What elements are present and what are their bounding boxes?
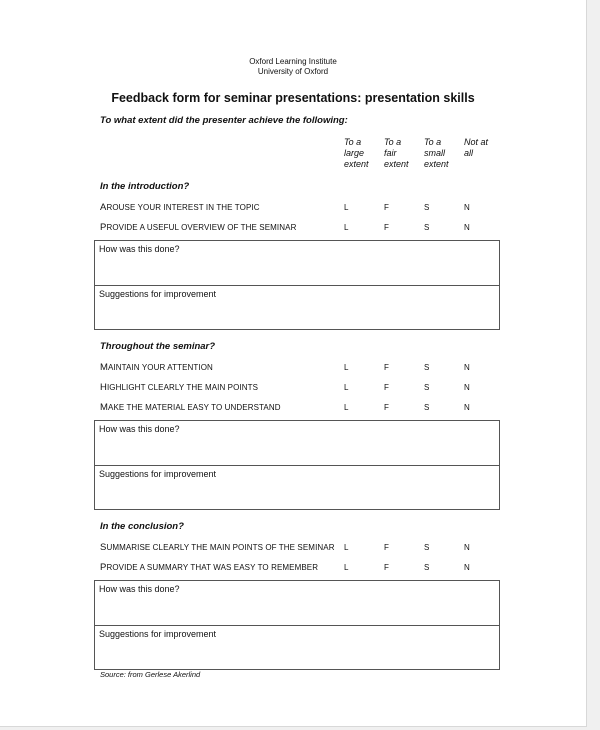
source-credit: Source: from Gerlese Akerlind <box>100 670 201 679</box>
rating-small[interactable]: S <box>424 543 430 552</box>
rating-large[interactable]: L <box>344 223 349 232</box>
criterion-initial: M <box>100 402 109 413</box>
field-label: How was this done? <box>99 584 180 594</box>
comment-box-throughout <box>94 420 500 510</box>
column-header-line: extent <box>384 159 409 169</box>
how-was-this-done-field[interactable] <box>95 241 499 285</box>
rating-large[interactable]: L <box>344 383 349 392</box>
rating-none[interactable]: N <box>464 203 470 212</box>
rating-large[interactable]: L <box>344 363 349 372</box>
criterion-text: ROUSE YOUR INTEREST IN THE TOPIC <box>106 203 260 212</box>
column-header-line: large <box>344 148 365 158</box>
rating-small[interactable]: S <box>424 563 430 572</box>
criterion-initial: H <box>100 382 107 393</box>
column-header-not-at-all <box>464 137 504 159</box>
criterion-initial: A <box>100 202 107 213</box>
suggestions-field[interactable] <box>95 625 499 669</box>
suggestions-field[interactable] <box>95 285 499 329</box>
section-heading-throughout: Throughout the seminar? <box>100 341 216 352</box>
field-label: Suggestions for improvement <box>99 629 217 639</box>
criterion-easy-to-understand <box>100 402 281 413</box>
column-header-fair <box>384 137 424 170</box>
how-was-this-done-field[interactable] <box>95 581 499 625</box>
criterion-text: ROVIDE A USEFUL OVERVIEW OF THE SEMINAR <box>106 223 297 232</box>
criterion-memorable-summary <box>100 562 318 573</box>
field-label: Suggestions for improvement <box>99 469 217 479</box>
field-label: How was this done? <box>99 424 180 434</box>
criterion-initial: P <box>100 222 107 233</box>
column-header-line: Not at <box>464 137 489 147</box>
rating-none[interactable]: N <box>464 563 470 572</box>
institute-name: Oxford Learning Institute <box>249 57 337 66</box>
rating-large[interactable]: L <box>344 203 349 212</box>
rating-small[interactable]: S <box>424 383 430 392</box>
rating-none[interactable]: N <box>464 543 470 552</box>
column-header-line: To a <box>424 137 442 147</box>
column-header-small <box>424 137 464 170</box>
rating-small[interactable]: S <box>424 203 430 212</box>
page-title: Feedback form for seminar presentations: presentation skills <box>111 91 475 105</box>
criterion-text: UMMARISE CLEARLY THE MAIN POINTS OF THE SEMINAR <box>106 543 335 552</box>
column-header-line: To a <box>344 137 362 147</box>
column-header-line: all <box>464 148 474 158</box>
rating-none[interactable]: N <box>464 383 470 392</box>
criterion-text: ROVIDE A SUMMARY THAT WAS EASY TO REMEMBER <box>106 563 319 572</box>
question-prompt: To what extent did the presenter achieve the following: <box>100 115 348 126</box>
rating-none[interactable]: N <box>464 223 470 232</box>
suggestions-field[interactable] <box>95 465 499 509</box>
column-header-line: extent <box>344 159 369 169</box>
comment-box-introduction <box>94 240 500 330</box>
rating-fair[interactable]: F <box>384 203 389 212</box>
rating-fair[interactable]: F <box>384 403 389 412</box>
criterion-text: AINTAIN YOUR ATTENTION <box>108 363 213 372</box>
column-header-line: extent <box>424 159 449 169</box>
rating-none[interactable]: N <box>464 363 470 372</box>
criterion-initial: S <box>100 542 107 553</box>
rating-fair[interactable]: F <box>384 363 389 372</box>
column-header-large <box>344 137 384 170</box>
rating-none[interactable]: N <box>464 403 470 412</box>
section-heading-conclusion: In the conclusion? <box>100 521 184 532</box>
rating-fair[interactable]: F <box>384 563 389 572</box>
criterion-initial: M <box>100 362 109 373</box>
rating-small[interactable]: S <box>424 363 430 372</box>
criterion-maintain-attention <box>100 362 213 373</box>
criterion-summarise-points <box>100 542 335 553</box>
university-name: University of Oxford <box>257 67 329 76</box>
comment-box-conclusion <box>94 580 500 670</box>
field-label: How was this done? <box>99 244 180 254</box>
rating-small[interactable]: S <box>424 223 430 232</box>
field-label: Suggestions for improvement <box>99 289 217 299</box>
criterion-highlight-points <box>100 382 258 393</box>
column-header-line: To a <box>384 137 402 147</box>
how-was-this-done-field[interactable] <box>95 421 499 465</box>
rating-large[interactable]: L <box>344 563 349 572</box>
section-heading-introduction: In the introduction? <box>100 181 190 192</box>
criterion-arouse-interest <box>100 202 260 213</box>
rating-fair[interactable]: F <box>384 543 389 552</box>
column-header-line: fair <box>384 148 397 158</box>
column-header-line: small <box>424 148 446 158</box>
criterion-text: IGHLIGHT CLEARLY THE MAIN POINTS <box>106 383 259 392</box>
criterion-text: AKE THE MATERIAL EASY TO UNDERSTAND <box>108 403 281 412</box>
rating-small[interactable]: S <box>424 403 430 412</box>
criterion-initial: P <box>100 562 107 573</box>
rating-large[interactable]: L <box>344 403 349 412</box>
criterion-useful-overview <box>100 222 296 233</box>
rating-fair[interactable]: F <box>384 383 389 392</box>
rating-fair[interactable]: F <box>384 223 389 232</box>
rating-large[interactable]: L <box>344 543 349 552</box>
